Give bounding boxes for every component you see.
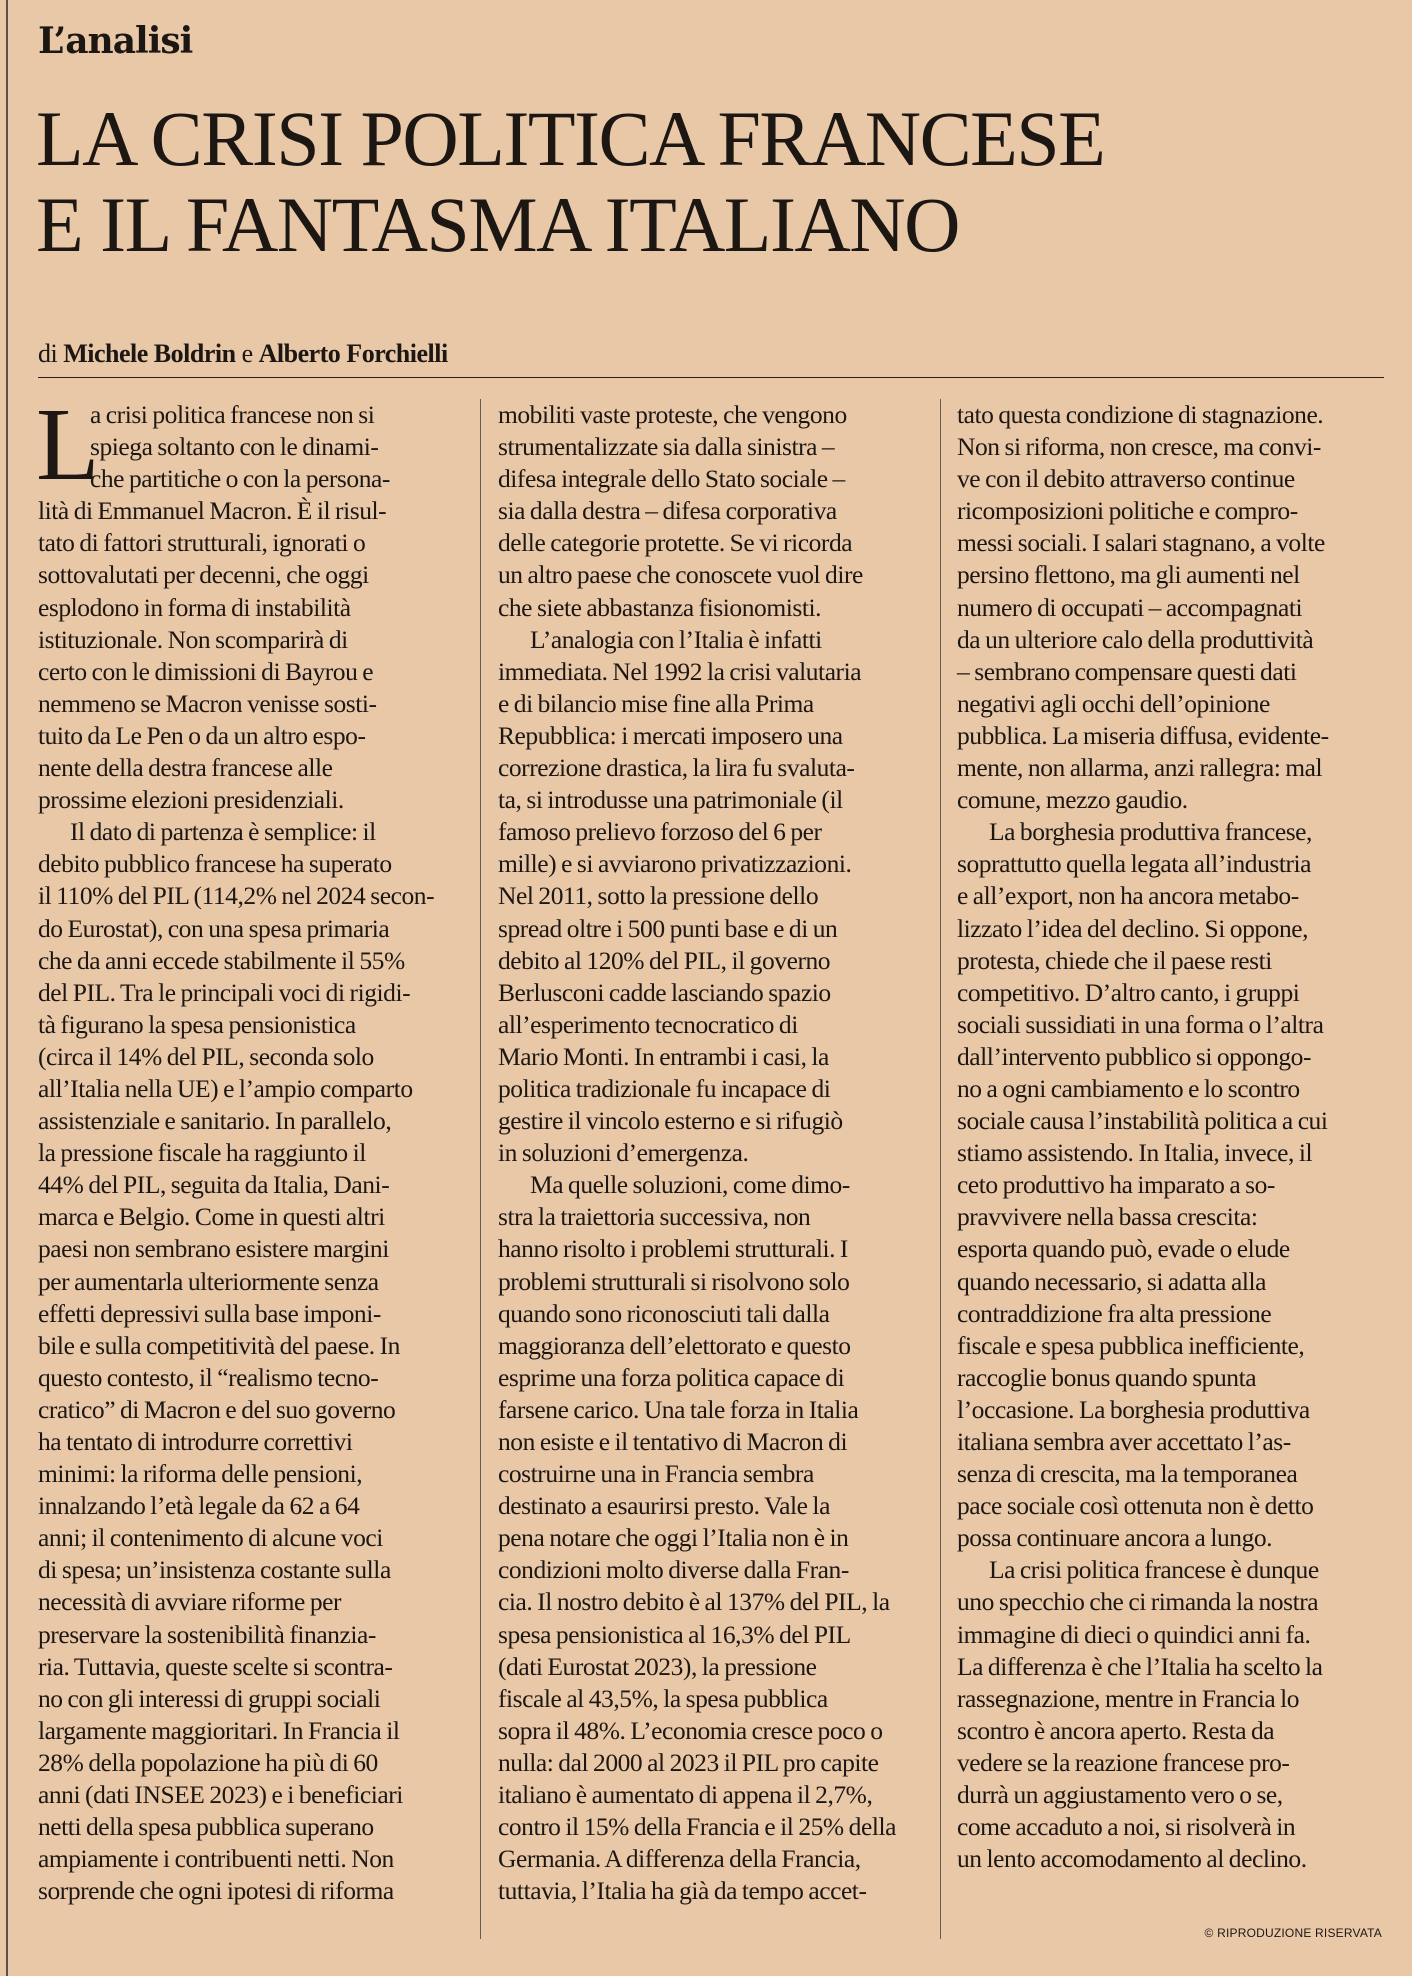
article-text-line: sia dalla destra – difesa corporativa [498,496,837,526]
article-text-line: cia. Il nostro debito è al 137% del PIL, la [498,1587,890,1617]
byline-divider [38,377,1384,378]
article-text-line: delle categorie protette. Se vi ricorda [498,528,853,558]
article-text-line: cratico” di Macron e del suo governo [38,1394,396,1424]
article-text-line: mobiliti vaste proteste, che vengono [498,400,847,429]
article-text-line: tato di fattori strutturali, ignorati o [38,528,366,558]
article-text-line: Berlusconi cadde lasciando spazio [498,977,831,1007]
article-text-line: do Eurostat), con una spesa primaria [38,913,390,943]
article-text-line: raccoglie bonus quando spunta [957,1362,1257,1392]
article-text-line: ve con il debito attraverso continue [957,464,1295,494]
headline [36,96,1396,268]
article-text-line: tuito da Le Pen o da un altro espo- [38,720,366,750]
article-text-line: comune, mezzo gaudio. [957,785,1188,815]
article-text-line: destinato a esaurirsi presto. Vale la [498,1491,830,1521]
article-text-line: ta, si introdusse una patrimoniale (il [498,785,843,815]
article-text-line: dall’intervento pubblico si oppongo- [957,1041,1312,1071]
article-text-line: per aumentarla ulteriormente senza [38,1266,379,1296]
article-text-line: Non si riforma, non cresce, ma convi- [957,432,1321,462]
article-text-line: protesta, chiede che il paese resti [957,945,1272,975]
article-text-line: scontro è ancora aperto. Resta da [957,1715,1275,1745]
column-divider [940,399,941,1939]
article-text-line: stra la traiettoria successiva, non [498,1202,811,1232]
article-text-line: 44% del PIL, seguita da Italia, Dani- [38,1170,390,1200]
article-text-line: quando sono riconosciuti tali dalla [498,1298,830,1328]
article-text-line: e di bilancio mise fine alla Prima [498,688,814,718]
article-text-line: Ma quelle soluzioni, come dimo- [530,1170,850,1200]
article-text-line: Nel 2011, sotto la pressione dello [498,881,819,911]
article-text-line: persino flettono, ma gli aumenti nel [957,560,1300,590]
byline [38,339,448,369]
article-text-line: italiano è aumentato di appena il 2,7%, [498,1780,873,1810]
article-text-line: che siete abbastanza fisionomisti. [498,592,822,622]
article-text-line: che partitiche o con la persona- [90,464,390,494]
article-text-line: non esiste e il tentativo di Macron di [498,1427,848,1456]
article-text-line: 28% della popolazione ha più di 60 [38,1747,378,1777]
drop-cap: L [36,387,100,502]
article-text-line: da un ulteriore calo della produttività [957,624,1314,654]
headline-line-2: E IL FANTASMA ITALIANO [36,181,959,268]
article-text-line: debito al 120% del PIL, il governo [498,945,831,975]
article-text-line: (dati Eurostat 2023), la pressione [498,1651,817,1681]
article-text-line: maggioranza dell’elettorato e questo [498,1330,851,1360]
article-text-line: debito pubblico francese ha superato [38,849,392,879]
author-name: Alberto Forchielli [258,339,448,368]
article-text-line: immediata. Nel 1992 la crisi valutaria [498,656,862,686]
article-text-line: tuttavia, l’Italia ha già da tempo accet- [498,1876,867,1906]
article-text-line: e all’export, non ha ancora metabo- [957,881,1299,911]
article-text-line: necessità di avviare riforme per [38,1587,342,1617]
article-text-line: netti della spesa pubblica superano [38,1812,374,1842]
article-text-line: all’esperimento tecnocratico di [498,1009,798,1039]
article-text-line: La crisi politica francese è dunque [989,1555,1319,1585]
article-text-line: Il dato di partenza è semplice: il [70,817,376,847]
article-text-line: immagine di dieci o quindici anni fa. [957,1619,1311,1649]
article-text-line: pena notare che oggi l’Italia non è in [498,1523,849,1553]
article-text-line: che da anni eccede stabilmente il 55% [38,945,405,975]
article-text-line: un lento accomodamento al declino. [957,1844,1307,1874]
article-text-line: messi sociali. I salari stagnano, a volte [957,528,1325,558]
article-text-line: senza di crescita, ma la temporanea [957,1459,1298,1489]
article-text-line: problemi strutturali si risolvono solo [498,1266,850,1296]
article-text-line: minimi: la riforma delle pensioni, [38,1459,363,1489]
article-text-line: esprime una forza politica capace di [498,1362,845,1392]
article-text-line: un altro paese che conoscete vuol dire [498,560,863,590]
article-text-line: gestire il vincolo esterno e si rifugiò [498,1106,843,1136]
article-text-line: durrà un aggiustamento vero o se, [957,1780,1283,1810]
article-text-line: come accaduto a noi, si risolverà in [957,1812,1296,1842]
article-column-3 [957,399,1387,1875]
article-text-line: questo contesto, il “realismo tecno- [38,1362,379,1392]
article-text-line: competitivo. D’altro canto, i gruppi [957,977,1300,1007]
article-text-line: L’analogia con l’Italia è infatti [530,624,822,654]
article-text-line: nulla: dal 2000 al 2023 il PIL pro capite [498,1747,879,1777]
article-text-line: di spesa; un’insistenza costante sulla [38,1555,391,1585]
article-text-line: spread oltre i 500 punti base e di un [498,913,838,943]
article-text-line: spesa pensionistica al 16,3% del PIL [498,1619,851,1649]
byline-prefix: di [38,339,64,368]
article-text-line: l’occasione. La borghesia produttiva [957,1394,1310,1424]
article-text-line: lità di Emmanuel Macron. È il risul- [38,496,387,526]
article-text-line: no con gli interessi di gruppi sociali [38,1683,381,1713]
article-text-line: Germania. A differenza della Francia, [498,1844,861,1874]
article-text-line: italiana sembra aver accettato l’as- [957,1427,1291,1456]
article-text-line: marca e Belgio. Come in questi altri [38,1202,385,1232]
author-name: Michele Boldrin [63,339,236,368]
article-text-line: sottovalutati per decenni, che oggi [38,560,369,590]
article-text-line: paesi non sembrano esistere margini [38,1234,389,1264]
article-text-line: La differenza è che l’Italia ha scelto la [957,1651,1323,1681]
page-edge-rule [6,0,8,1976]
article-text-line: mente, non allarma, anzi rallegra: mal [957,753,1323,783]
article-text-line: esporta quando può, evade o elude [957,1234,1290,1264]
article-text-line: nente della destra francese alle [38,753,333,783]
article-text-line: difesa integrale dello Stato sociale – [498,464,845,494]
article-text-line: effetti depressivi sulla base imponi- [38,1298,381,1328]
article-text-line: tato questa condizione di stagnazione. [957,400,1324,429]
article-text-line: preservare la sostenibilità finanzia- [38,1619,376,1649]
article-text-line: famoso prelievo forzoso del 6 per [498,817,822,847]
article-text-line: condizioni molto diverse dalla Fran- [498,1555,849,1585]
article-text-line: nemmeno se Macron venisse sosti- [38,688,377,718]
byline-connector: e [235,339,259,368]
article-text-line: sociali sussidiati in una forma o l’altra [957,1009,1324,1039]
article-text-line: ria. Tuttavia, queste scelte si scontra- [38,1651,393,1681]
article-text-line: Repubblica: i mercati imposero una [498,720,843,750]
article-text-line: Mario Monti. In entrambi i casi, la [498,1041,829,1071]
copyright-notice: © RIPRODUZIONE RISERVATA [1204,1926,1382,1940]
article-text-line: costruirne una in Francia sembra [498,1459,814,1489]
article-text-line: soprattutto quella legata all’industria [957,849,1312,879]
article-text-line: lizzato l’idea del declino. Si oppone, [957,913,1309,943]
article-text-line: all’Italia nella UE) e l’ampio comparto [38,1073,413,1103]
article-text-line: ceto produttivo ha imparato a so- [957,1170,1275,1200]
article-text-line: spiega soltanto con le dinami- [90,432,379,462]
article-text-line: a crisi politica francese non si [90,400,375,429]
article-text-line: possa continuare ancora a lungo. [957,1523,1273,1553]
article-text-line: ricomposizioni politiche e compro- [957,496,1298,526]
article-text-line: negativi agli occhi dell’opinione [957,688,1270,718]
article-text-line: bile e sulla competitività del paese. In [38,1330,400,1360]
article-text-line: correzione drastica, la lira fu svaluta- [498,753,855,783]
article-text-line: sorprende che ogni ipotesi di riforma [38,1876,394,1906]
article-text-line: farsene carico. Una tale forza in Italia [498,1394,859,1424]
article-text-line: pubblica. La miseria diffusa, evidente- [957,720,1329,750]
article-text-line: hanno risolto i problemi strutturali. I [498,1234,848,1264]
headline-line-1: LA CRISI POLITICA FRANCESE [36,95,1105,182]
article-text-line: in soluzioni d’emergenza. [498,1138,749,1168]
article-text-line: tà figurano la spesa pensionistica [38,1009,356,1039]
article-text-line: ampiamente i contribuenti netti. Non [38,1844,394,1874]
article-text-line: sociale causa l’instabilità politica a cui [957,1106,1328,1136]
article-text-line: stiamo assistendo. In Italia, invece, il [957,1138,1313,1168]
article-text-line: (circa il 14% del PIL, seconda solo [38,1041,374,1071]
section-kicker: L’analisi [38,20,193,62]
article-text-line: largamente maggioritari. In Francia il [38,1715,400,1745]
article-text-line: mille) e si avviarono privatizzazioni. [498,849,852,879]
article-text-line: assistenziale e sanitario. In parallelo, [38,1106,392,1136]
article-text-line: quando necessario, si adatta alla [957,1266,1266,1296]
article-text-line: anni; il contenimento di alcune voci [38,1523,383,1553]
article-column-1 [36,387,468,1907]
article-text-line: pace sociale così ottenuta non è detto [957,1491,1314,1521]
article-text-line: del PIL. Tra le principali voci di rigidi- [38,977,411,1007]
article-text-line: no a ogni cambiamento e lo scontro [957,1073,1300,1103]
article-text-line: fiscale e spesa pubblica inefficiente, [957,1330,1305,1360]
article-text-line: innalzando l’età legale da 62 a 64 [38,1491,360,1521]
article-text-line: la pressione fiscale ha raggiunto il [38,1138,366,1168]
article-text-line: prossime elezioni presidenziali. [38,785,344,815]
article-text-line: contro il 15% della Francia e il 25% della [498,1812,896,1842]
article-text-line: sopra il 48%. L’economia cresce poco o [498,1715,883,1745]
article-text-line: strumentalizzate sia dalla sinistra – [498,432,835,462]
article-text-line: istituzionale. Non scomparirà di [38,624,348,654]
column-divider [480,399,481,1939]
article-column-2 [498,399,928,1907]
article-text-line: – sembrano compensare questi dati [957,656,1297,686]
article-text-line: esplodono in forma di instabilità [38,592,351,622]
article-text-line: numero di occupati – accompagnati [957,592,1303,622]
article-text-line: contraddizione fra alta pressione [957,1298,1272,1328]
article-text-line: uno specchio che ci rimanda la nostra [957,1587,1319,1617]
article-text-line: anni (dati INSEE 2023) e i beneficiari [38,1780,403,1810]
article-text-line: certo con le dimissioni di Bayrou e [38,656,374,686]
article-text-line: La borghesia produttiva francese, [989,817,1312,847]
article-text-line: politica tradizionale fu incapace di [498,1073,831,1103]
article-text-line: pravvivere nella bassa crescita: [957,1202,1258,1232]
article-text-line: ha tentato di introdurre correttivi [38,1427,353,1456]
article-text-line: rassegnazione, mentre in Francia lo [957,1683,1300,1713]
article-text-line: vedere se la reazione francese pro- [957,1747,1290,1777]
article-text-line: il 110% del PIL (114,2% nel 2024 secon- [38,881,435,911]
article-text-line: fiscale al 43,5%, la spesa pubblica [498,1683,828,1713]
